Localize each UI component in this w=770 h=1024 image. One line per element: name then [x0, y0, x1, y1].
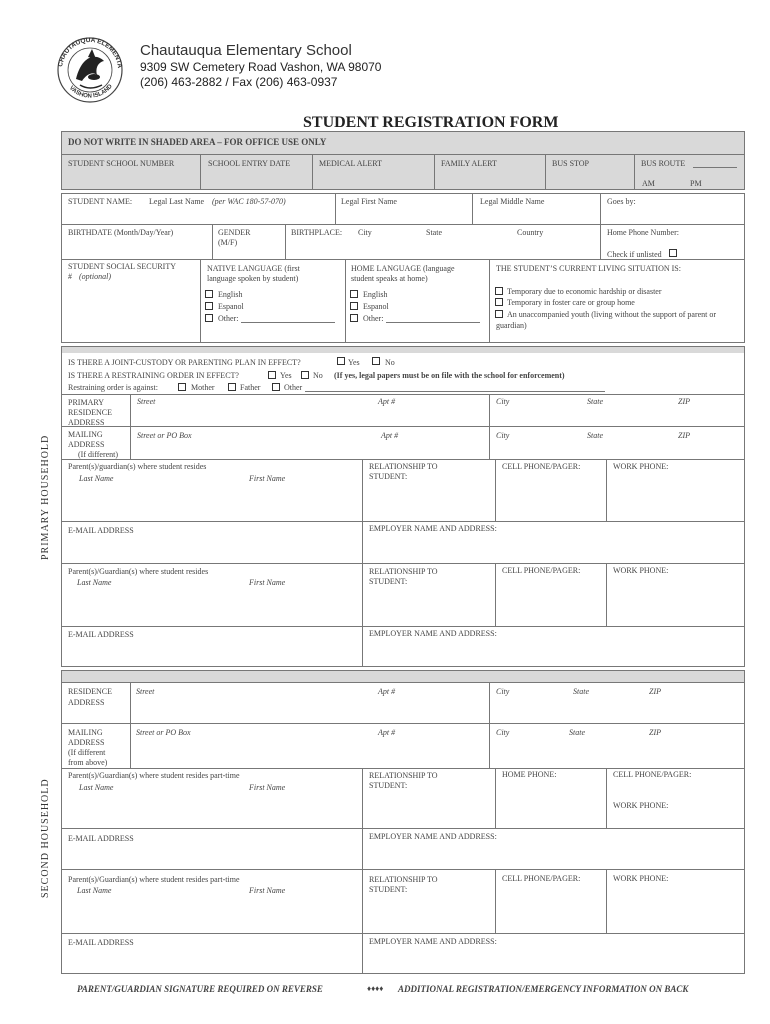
native-english-checkbox[interactable]	[205, 290, 213, 298]
native-espanol-checkbox[interactable]	[205, 302, 213, 310]
primary-household-label: PRIMARY HOUSEHOLD	[40, 434, 51, 560]
second-apt-label: Apt #	[378, 687, 396, 696]
orca-seal-icon	[52, 35, 132, 105]
ssn-optional-label: (optional)	[79, 272, 111, 281]
second-street-label: Street	[136, 687, 155, 696]
second-zip-label: ZIP	[649, 687, 661, 696]
second-guardian1-work: WORK PHONE:	[613, 801, 669, 810]
second-guardian1-employer: EMPLOYER NAME AND ADDRESS:	[369, 832, 497, 841]
primary-zip-label: ZIP	[678, 397, 690, 406]
primary-mailing-city-label: City	[496, 431, 510, 440]
primary-mailing-state-label: State	[587, 431, 603, 440]
primary-guardian1-email: E-MAIL ADDRESS	[68, 526, 134, 535]
legal-first-name-label: Legal First Name	[341, 197, 397, 206]
office-family-alert: FAMILY ALERT	[441, 159, 497, 168]
ssn-label: STUDENT SOCIAL SECURITY	[68, 262, 177, 271]
second-mailing-state-label: State	[569, 728, 585, 737]
custody-no-checkbox[interactable]	[372, 357, 380, 365]
home-language-label: HOME LANGUAGE (language	[351, 264, 455, 273]
birthplace-label: BIRTHPLACE:	[291, 228, 343, 237]
native-other-checkbox[interactable]	[205, 314, 213, 322]
restraining-note: (If yes, legal papers must be on file with the school for enforcement)	[334, 371, 565, 380]
native-other-line[interactable]	[241, 322, 335, 323]
restraining-no-checkbox[interactable]	[301, 371, 309, 379]
primary-state-label: State	[587, 397, 603, 406]
second-city-label: City	[496, 687, 510, 696]
primary-guardian2-first: First Name	[249, 578, 286, 587]
primary-guardian2-employer: EMPLOYER NAME AND ADDRESS:	[369, 629, 497, 638]
primary-residence-label-3: ADDRESS	[68, 418, 105, 427]
second-guardian2-email: E-MAIL ADDRESS	[68, 938, 134, 947]
second-guardian2-relationship-2: STUDENT:	[369, 885, 408, 894]
second-guardian1-label: Parent(s)/Guardian(s) where student resides part-time	[68, 771, 240, 780]
primary-residence-label-1: PRIMARY	[68, 398, 105, 407]
living-unaccompanied-label-2: guardian)	[496, 321, 527, 330]
second-guardian1-first: First Name	[249, 783, 286, 792]
footer-signature-note: PARENT/GUARDIAN SIGNATURE REQUIRED ON REVERSE	[77, 984, 323, 994]
office-am: AM	[642, 179, 655, 188]
primary-guardian1-last: Last Name	[79, 474, 114, 483]
native-other-label: Other:	[218, 314, 239, 323]
unlisted-label: Check if unlisted	[607, 250, 662, 259]
second-guardian2-work: WORK PHONE:	[613, 874, 669, 883]
footer-back-note: ADDITIONAL REGISTRATION/EMERGENCY INFORMATION ON BACK	[398, 984, 689, 994]
living-unaccompanied-checkbox[interactable]	[495, 310, 503, 318]
primary-guardian2-relationship-1: RELATIONSHIP TO	[369, 567, 438, 576]
footer-separator: ♦♦♦♦	[367, 984, 384, 993]
second-state-label: State	[573, 687, 589, 696]
primary-mailing-zip-label: ZIP	[678, 431, 690, 440]
office-bus-stop: BUS STOP	[552, 159, 589, 168]
primary-guardian1-work: WORK PHONE:	[613, 462, 669, 471]
primary-guardian2-last: Last Name	[77, 578, 112, 587]
primary-mailing-label-1: MAILING	[68, 430, 103, 439]
school-name: Chautauqua Elementary School	[140, 42, 352, 59]
home-other-line[interactable]	[386, 322, 480, 323]
birthplace-city-label: City	[358, 228, 372, 237]
office-bus-route: BUS ROUTE	[641, 159, 686, 168]
custody-yes-checkbox[interactable]	[337, 357, 345, 365]
restraining-question: IS THERE A RESTRAINING ORDER IN EFFECT?	[68, 371, 239, 380]
student-name-label: STUDENT NAME:	[68, 197, 133, 206]
second-guardian2-employer: EMPLOYER NAME AND ADDRESS:	[369, 937, 497, 946]
birthplace-state-label: State	[426, 228, 442, 237]
gender-label: GENDER	[218, 228, 251, 237]
against-father-checkbox[interactable]	[228, 383, 236, 391]
second-guardian1-cell: CELL PHONE/PAGER:	[613, 770, 692, 779]
living-foster-label: Temporary in foster care or group home	[507, 298, 635, 307]
office-medical-alert: MEDICAL ALERT	[319, 159, 382, 168]
second-household-box	[61, 670, 745, 974]
birthdate-label: BIRTHDATE (Month/Day/Year)	[68, 228, 174, 237]
primary-mailing-label-2: ADDRESS	[68, 440, 105, 449]
living-situation-label: THE STUDENT’S CURRENT LIVING SITUATION IS:	[496, 264, 681, 273]
primary-guardian2-cell: CELL PHONE/PAGER:	[502, 566, 581, 575]
native-espanol-label: Espanol	[218, 302, 244, 311]
restraining-no-label: No	[313, 371, 323, 380]
second-guardian1-relationship-2: STUDENT:	[369, 781, 408, 790]
primary-mailing-street-label: Street or PO Box	[137, 431, 192, 440]
against-mother-checkbox[interactable]	[178, 383, 186, 391]
second-mailing-zip-label: ZIP	[649, 728, 661, 737]
unlisted-checkbox[interactable]	[669, 249, 677, 257]
native-english-label: English	[218, 290, 243, 299]
office-student-number: STUDENT SCHOOL NUMBER	[68, 159, 175, 168]
living-unaccompanied-label: An unaccompanied youth (living without the support of parent or	[507, 310, 717, 319]
second-guardian1-relationship-1: RELATIONSHIP TO	[369, 771, 438, 780]
primary-mailing-apt-label: Apt #	[381, 431, 399, 440]
home-espanol-label: Espanol	[363, 302, 389, 311]
custody-question: IS THERE A JOINT-CUSTODY OR PARENTING PLAN IN EFFECT?	[68, 358, 301, 367]
primary-residence-label-2: RESIDENCE	[68, 408, 112, 417]
primary-city-label: City	[496, 397, 510, 406]
school-phone: (206) 463-2882 / Fax (206) 463-0937	[140, 75, 338, 89]
office-entry-date: SCHOOL ENTRY DATE	[208, 159, 291, 168]
primary-street-label: Street	[137, 397, 156, 406]
second-mailing-label-2: ADDRESS	[68, 738, 105, 747]
second-guardian1-home-phone: HOME PHONE:	[502, 770, 557, 779]
home-other-label: Other:	[363, 314, 384, 323]
office-use-header: DO NOT WRITE IN SHADED AREA – FOR OFFICE USE ONLY	[68, 137, 327, 147]
legal-middle-name-label: Legal Middle Name	[480, 197, 545, 206]
second-guardian2-cell: CELL PHONE/PAGER:	[502, 874, 581, 883]
primary-guardian1-label: Parent(s)/guardian(s) where student resides	[68, 462, 207, 471]
second-mailing-city-label: City	[496, 728, 510, 737]
against-other-line[interactable]	[305, 391, 605, 392]
living-temporary-checkbox[interactable]	[495, 287, 503, 295]
gender-sub-label: (M/F)	[218, 238, 238, 247]
restraining-yes-label: Yes	[280, 371, 292, 380]
primary-guardian2-work: WORK PHONE:	[613, 566, 669, 575]
second-guardian1-last: Last Name	[79, 783, 114, 792]
ssn-sub-label: #	[68, 272, 72, 281]
home-language-sub: student speaks at home)	[351, 274, 428, 283]
primary-guardian1-cell: CELL PHONE/PAGER:	[502, 462, 581, 471]
second-guardian1-email: E-MAIL ADDRESS	[68, 834, 134, 843]
living-foster-checkbox[interactable]	[495, 298, 503, 306]
second-mailing-label-3: (If different	[68, 748, 106, 757]
second-mailing-label-1: MAILING	[68, 728, 103, 737]
primary-guardian1-first: First Name	[249, 474, 286, 483]
birthplace-country-label: Country	[517, 228, 544, 237]
second-mailing-apt-label: Apt #	[378, 728, 396, 737]
native-language-sub: language spoken by student)	[207, 274, 299, 283]
primary-mailing-label-3: (If different)	[78, 450, 119, 459]
living-temporary-label: Temporary due to economic hardship or disaster	[507, 287, 662, 296]
primary-guardian1-relationship-2: STUDENT:	[369, 472, 408, 481]
home-other-checkbox[interactable]	[350, 314, 358, 322]
second-household-label: SECOND HOUSEHOLD	[40, 778, 51, 898]
logo-text-bottom: VASHON ISLAND	[67, 83, 114, 100]
primary-guardian2-relationship-2: STUDENT:	[369, 577, 408, 586]
second-mailing-street-label: Street or PO Box	[136, 728, 191, 737]
primary-guardian1-employer: EMPLOYER NAME AND ADDRESS:	[369, 524, 497, 533]
second-residence-label-1: RESIDENCE	[68, 687, 112, 696]
second-mailing-label-4: from above)	[68, 758, 108, 767]
second-guardian2-label: Parent(s)/Guardian(s) where student resides part-time	[68, 875, 240, 884]
against-other-label: Other	[284, 383, 303, 392]
native-language-label: NATIVE LANGUAGE (first	[207, 264, 300, 273]
school-logo	[52, 35, 132, 105]
second-guardian2-last: Last Name	[77, 886, 112, 895]
form-title: STUDENT REGISTRATION FORM	[303, 114, 559, 131]
legal-last-name-label: Legal Last Name	[149, 197, 205, 206]
restraining-yes-checkbox[interactable]	[268, 371, 276, 379]
against-mother-label: Mother	[191, 383, 215, 392]
home-english-label: English	[363, 290, 388, 299]
restraining-against-label: Restraining order is against:	[68, 383, 158, 392]
second-guardian2-relationship-1: RELATIONSHIP TO	[369, 875, 438, 884]
custody-yes-label: Yes	[348, 358, 360, 367]
custody-no-label: No	[385, 358, 395, 367]
against-father-label: Father	[240, 383, 261, 392]
primary-guardian1-relationship-1: RELATIONSHIP TO	[369, 462, 438, 471]
second-residence-label-2: ADDRESS	[68, 698, 105, 707]
logo-text-top: CHAUTAUQUA ELEMENTA	[57, 36, 123, 69]
home-phone-label: Home Phone Number:	[607, 228, 679, 237]
home-espanol-checkbox[interactable]	[350, 302, 358, 310]
primary-guardian2-email: E-MAIL ADDRESS	[68, 630, 134, 639]
second-guardian2-first: First Name	[249, 886, 286, 895]
primary-guardian2-label: Parent(s)/Guardian(s) where student resides	[68, 567, 209, 576]
goes-by-label: Goes by:	[607, 197, 636, 206]
against-other-checkbox[interactable]	[272, 383, 280, 391]
school-address: 9309 SW Cemetery Road Vashon, WA 98070	[140, 60, 382, 74]
home-english-checkbox[interactable]	[350, 290, 358, 298]
office-pm: PM	[690, 179, 702, 188]
primary-apt-label: Apt #	[378, 397, 396, 406]
legal-last-name-note: (per WAC 180-57-070)	[212, 197, 286, 206]
